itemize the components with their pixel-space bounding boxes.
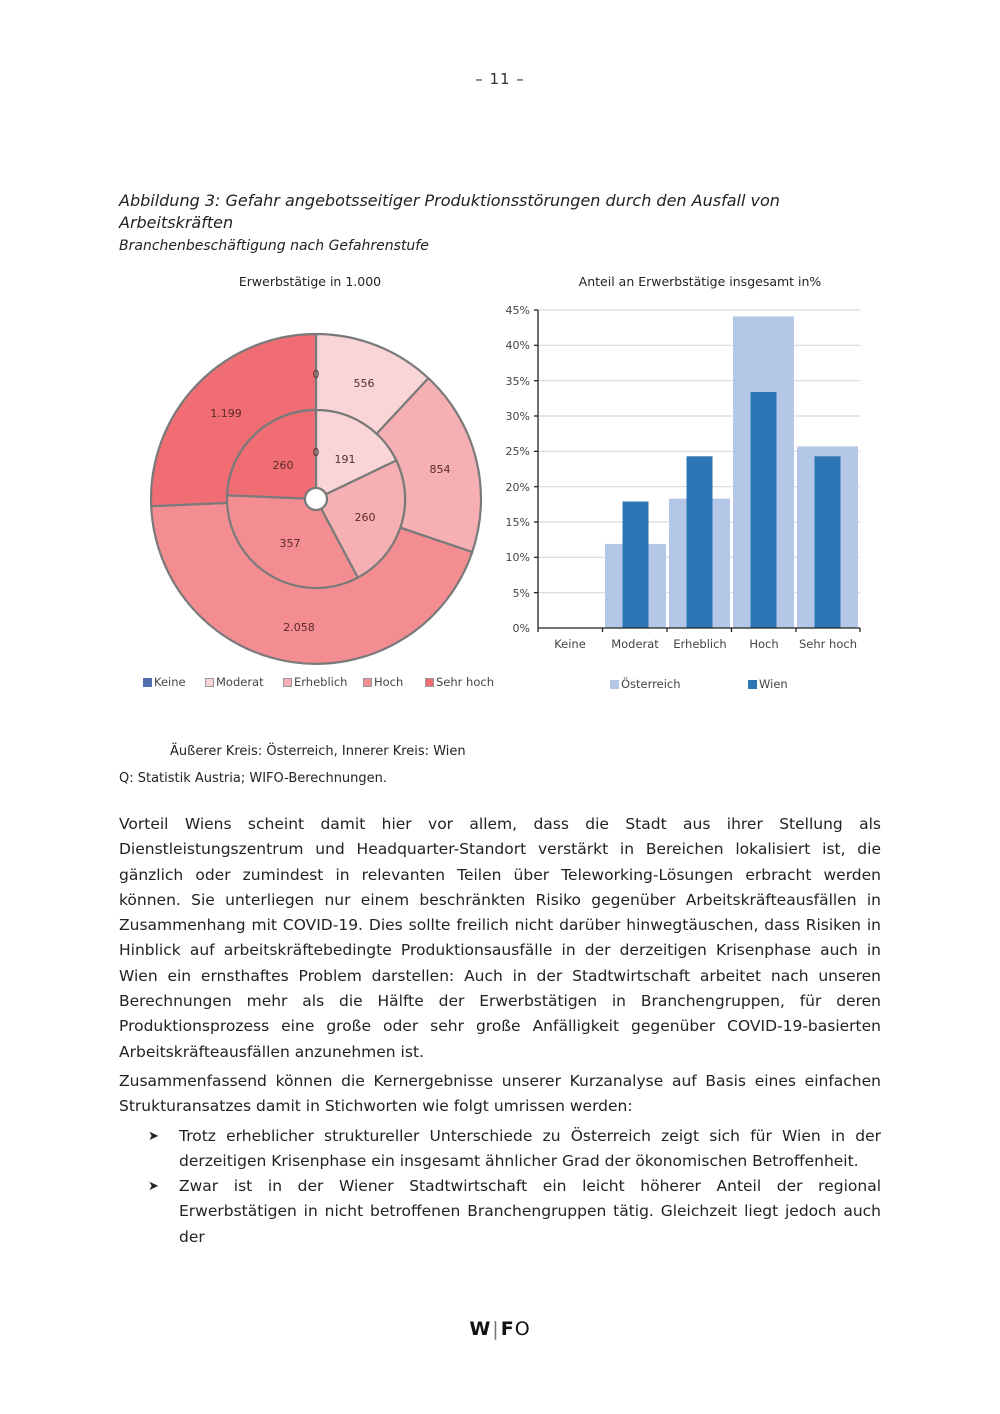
y-tick-0: 0% (512, 622, 530, 635)
legend-item-wien: Wien (748, 677, 788, 691)
outer-label-erheblich: 854 (429, 463, 451, 476)
page-number: – 11 – (475, 70, 525, 88)
outer-label-sehr-hoch: 1.199 (210, 407, 242, 420)
y-tick-10: 10% (505, 551, 530, 564)
pie-chart-title: Erwerbstätige in 1.000 (238, 274, 382, 289)
y-tick-25: 25% (505, 445, 530, 458)
wifo-logo: W|FO (469, 1318, 531, 1340)
bar-legend (610, 677, 870, 691)
bar-wien-erheblich (687, 456, 713, 628)
outer-label-keine: 0 (312, 368, 320, 381)
x-tick-erheblich: Erheblich (673, 637, 727, 651)
source-note: Q: Statistik Austria; WIFO-Berechnungen. (119, 771, 388, 786)
legend-item-oesterreich: Österreich (610, 677, 748, 691)
x-tick-sehr-hoch: Sehr hoch (799, 637, 857, 651)
x-tick-hoch: Hoch (749, 637, 779, 651)
legend-item-sehr-hoch: Sehr hoch (425, 675, 494, 689)
arrowhead-bullet-icon: ➤ (148, 1179, 159, 1195)
body-text (119, 812, 881, 1250)
figure-subtitle: Branchenbeschäftigung nach Gefahrenstufe (119, 238, 429, 254)
bar-chart-title: Anteil an Erwerbstätige insgesamt in% (578, 274, 822, 289)
inner-label-keine: 0 (312, 446, 320, 459)
y-tick-15: 15% (505, 516, 530, 529)
x-tick-moderat: Moderat (611, 637, 659, 651)
inner-label-sehr-hoch: 260 (272, 459, 294, 472)
figure-title: Abbildung 3: Gefahr angebotsseitiger Produktionsstörungen durch den Ausfall von Arbeitskräften (119, 191, 780, 232)
outer-label-hoch: 2.058 (283, 621, 315, 634)
legend-swatch-wien (748, 680, 757, 689)
bullet-list (119, 1124, 881, 1250)
paragraph-2: Zusammenfassend können die Kernergebnisse unserer Kurzanalyse auf Basis eines einfachen Strukturansatzes damit in Stichworten wie folgt umrissen werden: (119, 1071, 881, 1116)
bar-wien-hoch (751, 392, 777, 628)
x-tick-keine: Keine (554, 637, 586, 651)
bar-wien-sehr-hoch (815, 456, 841, 628)
bar-wien-moderat (623, 502, 649, 629)
legend-item-erheblich: Erheblich (283, 675, 363, 689)
inner-label-erheblich: 260 (354, 511, 376, 524)
y-tick-5: 5% (512, 587, 530, 600)
y-tick-20: 20% (505, 481, 530, 494)
legend-item-keine: Keine (143, 675, 205, 689)
y-tick-35: 35% (505, 375, 530, 388)
inner-label-moderat: 191 (334, 453, 356, 466)
legend-item-hoch: Hoch (363, 675, 425, 689)
bullet-item-1: ➤ Trotz erheblicher struktureller Unterschiede zu Österreich zeigt sich für Wien in der derzeitigen Krisenphase ein insgesamt ähnlicher Grad der ökonomischen Betroffenheit. (119, 1124, 881, 1175)
circle-note: Äußerer Kreis: Österreich, Innerer Kreis: Wien (170, 744, 466, 759)
paragraph-1: Vorteil Wiens scheint damit hier vor allem, dass die Stadt aus ihrer Stellung als Dienstleistungszentrum und Headquarter-Standort verstärkt in Bereichen lokalisiert ist, die gänzlich oder zumindest in relevanten Teilen über Teleworking-Lösungen erbracht werden können. Sie unterliegen nur einem beschränkten Risiko gegenüber Arbeitskräfteausfällen in Zusammenhang mit COVID-19. Dies sollte freilich nicht darüber hinwegtäuschen, dass Risiken in Hinblick auf arbeitskräftebedingte Produktionsausfälle in der derzeitigen Krisenphase auch in Wien ein ernsthaftes Problem darstellen: Auch in der Stadtwirtschaft arbeitet nach unseren Berechnungen mehr als die Hälfte der Erwerbstätigen in Branchengruppen, für deren Produktionsprozess eine große oder sehr große Anfälligkeit gegenüber COVID-19-basierten Arbeitskräfteausfällen anzunehmen ist. (119, 815, 881, 1061)
bullet-item-2: ➤ Zwar ist in der Wiener Stadtwirtschaft ein leicht höherer Anteil der regional Erwerbstätigen in nicht betroffenen Branchengruppen tätig. Gleichzeit liegt jedoch auch der (119, 1174, 881, 1250)
inner-label-hoch: 357 (279, 537, 301, 550)
legend-swatch-oesterreich (610, 680, 619, 689)
y-tick-45: 45% (505, 304, 530, 317)
legend-item-moderat: Moderat (205, 675, 283, 689)
y-tick-40: 40% (505, 339, 530, 352)
y-tick-30: 30% (505, 410, 530, 423)
outer-label-moderat: 556 (353, 377, 375, 390)
bar-chart (0, 0, 1000, 700)
arrowhead-bullet-icon: ➤ (148, 1128, 159, 1144)
